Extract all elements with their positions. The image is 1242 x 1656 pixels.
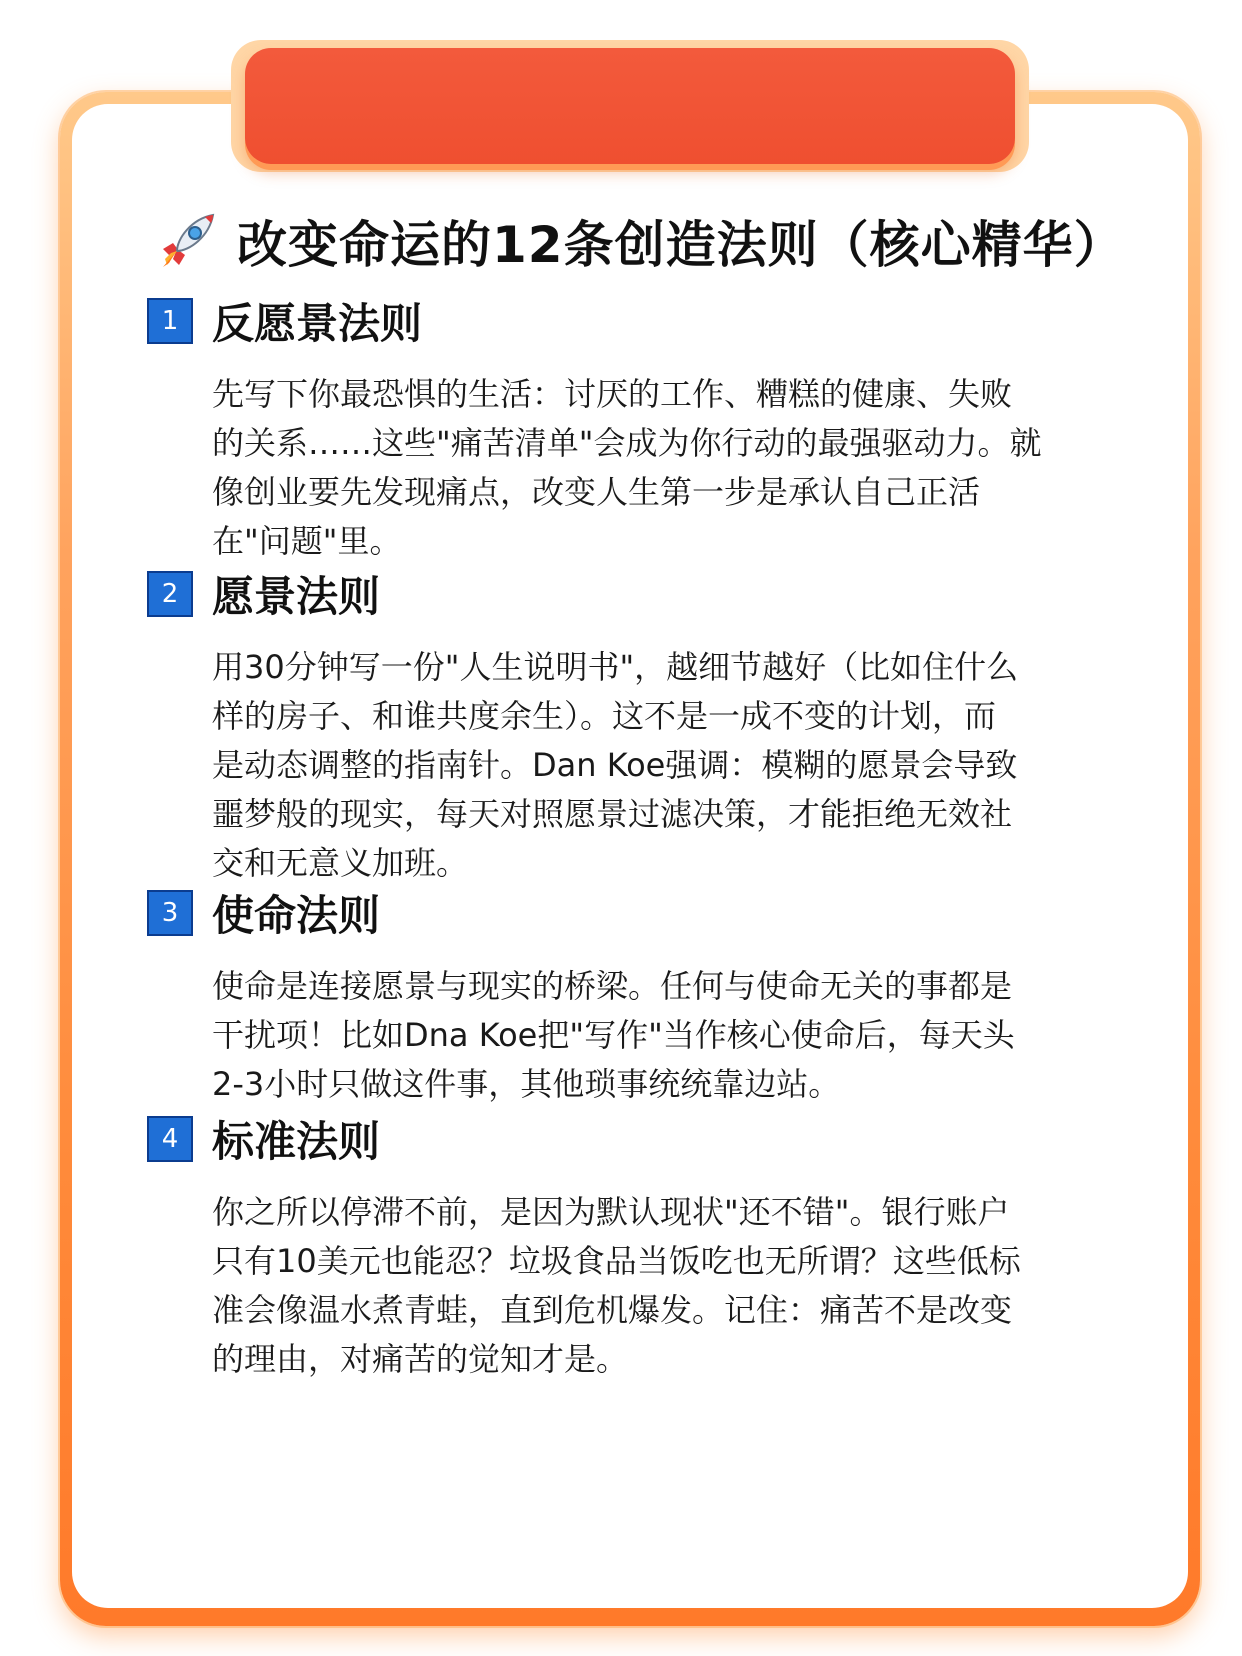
section-title: 使命法则 <box>212 891 381 940</box>
body-line: 的理由，对痛苦的觉知才是。 <box>212 1340 629 1378</box>
section-body <box>212 1188 1062 1384</box>
body-line: 你之所以停滞不前，是因为默认现状"还不错"。银行账户 <box>212 1193 1010 1231</box>
number-badge: 2 <box>147 571 193 617</box>
law-section-2 <box>147 567 1107 888</box>
body-line: 噩梦般的现实，每天对照愿景过滤决策，才能拒绝无效社 <box>212 795 1013 833</box>
section-header <box>147 1112 1107 1166</box>
body-line: 准会像温水煮青蛙，直到危机爆发。记住：痛苦不是改变 <box>212 1291 1013 1329</box>
body-line: 干扰项！比如Dna Koe把"写作"当作核心使命后，每天头 <box>212 1016 1015 1054</box>
body-line: 是动态调整的指南针。Dan Koe强调：模糊的愿景会导致 <box>212 746 1018 784</box>
body-line: 交和无意义加班。 <box>212 844 469 882</box>
section-body <box>212 643 1062 888</box>
rocket-icon <box>155 209 219 273</box>
header-banner <box>245 48 1015 164</box>
body-line: 在"问题"里。 <box>212 522 402 560</box>
body-line: 只有10美元也能忍？垃圾食品当饭吃也无所谓？这些低标 <box>212 1242 1021 1280</box>
page-title: 改变命运的12条创造法则（核心精华） <box>237 216 1125 274</box>
number-badge: 1 <box>147 298 193 344</box>
body-line: 使命是连接愿景与现实的桥梁。任何与使命无关的事都是 <box>212 967 1013 1005</box>
law-section-1 <box>147 294 1107 566</box>
section-header <box>147 294 1107 348</box>
body-line: 2-3小时只做这件事，其他琐事统统靠边站。 <box>212 1065 841 1103</box>
section-title: 标准法则 <box>212 1117 381 1166</box>
body-line: 像创业要先发现痛点，改变人生第一步是承认自己正活 <box>212 473 981 511</box>
number-badge: 3 <box>147 890 193 936</box>
body-line: 的关系……这些"痛苦清单"会成为你行动的最强驱动力。就 <box>212 424 1042 462</box>
section-header <box>147 567 1107 621</box>
law-section-3 <box>147 886 1107 1109</box>
body-line: 先写下你最恐惧的生活：讨厌的工作、糟糕的健康、失败 <box>212 375 1013 413</box>
section-title: 反愿景法则 <box>212 299 423 348</box>
section-body <box>212 370 1062 566</box>
number-badge: 4 <box>147 1116 193 1162</box>
body-line: 用30分钟写一份"人生说明书"，越细节越好（比如住什么 <box>212 648 1019 686</box>
title-row <box>155 206 1125 276</box>
body-line: 样的房子、和谁共度余生）。这不是一成不变的计划，而 <box>212 697 997 735</box>
law-section-4 <box>147 1112 1107 1384</box>
section-body <box>212 962 1062 1109</box>
section-header <box>147 886 1107 940</box>
section-title: 愿景法则 <box>212 572 381 621</box>
